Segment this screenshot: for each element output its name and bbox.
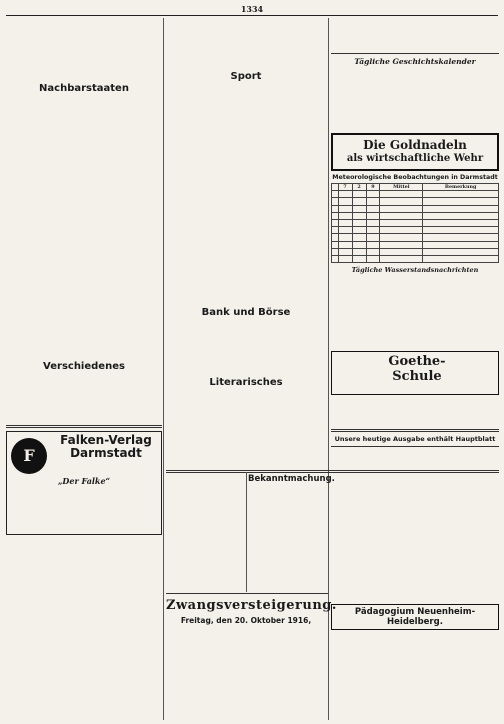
meteo-cell <box>338 248 352 255</box>
meteo-cell <box>423 241 499 248</box>
meteo-cell <box>332 255 339 262</box>
ad-goldnadeln-title: Die Goldnadeln <box>363 138 467 152</box>
meteo-cell <box>423 198 499 205</box>
meteo-cell <box>423 191 499 198</box>
meteo-cell <box>366 198 380 205</box>
meteo-cell <box>352 219 366 226</box>
heading-wasserstand: Tägliche Wasserstandsnachrichten <box>351 266 479 275</box>
heading-verschiedenes: Verschiedenes <box>43 361 125 372</box>
notice-bekanntmachung <box>248 472 335 592</box>
notice-bek-title: Bekanntmachung. <box>248 474 335 484</box>
meteo-cell <box>332 212 339 219</box>
ad-paedagogium <box>331 604 499 722</box>
meteo-cell <box>352 198 366 205</box>
ad-paedagogium-title: Pädagogium Neuenheim-Heidelberg. <box>354 607 476 627</box>
meteo-cell <box>380 219 423 226</box>
meteo-row <box>332 241 499 248</box>
meteo-cell <box>366 234 380 241</box>
column-rule-1 <box>163 18 164 720</box>
meteo-cell <box>332 234 339 241</box>
ad-goethe-schule <box>331 351 499 395</box>
meteo-cell <box>332 205 339 212</box>
meteo-row <box>332 198 499 205</box>
article-bank-boerse <box>166 320 326 374</box>
meteo-cell <box>366 255 380 262</box>
meteo-row <box>332 212 499 219</box>
ad-falken-title <box>53 434 159 460</box>
meteo-cell <box>380 241 423 248</box>
ad-falken-terms <box>6 538 162 708</box>
meteo-cell <box>338 255 352 262</box>
separator <box>331 53 499 54</box>
meteo-header-cell: Bemerkung <box>423 184 499 191</box>
meteo-header-cell: 7 <box>338 184 352 191</box>
ad-goethe-title: Goethe-Schule <box>388 354 446 385</box>
separator <box>331 429 499 432</box>
separator <box>331 446 499 447</box>
ad-falken-name: „Der Falke“ <box>57 476 111 486</box>
page-number: 1334 <box>240 4 264 14</box>
notices-vrule <box>246 472 247 592</box>
falcon-logo-icon: F <box>11 438 47 474</box>
ad-goldnadeln <box>331 133 499 171</box>
wasserstand-body <box>331 276 499 348</box>
zwang-title: Zwangsversteigerung. <box>166 598 337 613</box>
meteo-cell <box>332 241 339 248</box>
meteo-cell <box>352 191 366 198</box>
meteo-cell <box>338 227 352 234</box>
meteo-cell <box>380 255 423 262</box>
meteo-cell <box>352 212 366 219</box>
separator <box>6 425 162 428</box>
ad-goldnadeln-mid: als wirtschaftliche Wehr <box>346 153 484 164</box>
meteo-cell <box>338 198 352 205</box>
meteo-cell <box>332 248 339 255</box>
column-left <box>6 18 162 720</box>
meteo-cell <box>332 191 339 198</box>
gericht-body <box>331 450 499 536</box>
column-right <box>331 18 499 606</box>
notice-zwangsversteigerung <box>166 596 337 720</box>
article-local-news <box>6 18 162 80</box>
article-sport <box>166 84 326 304</box>
meteo-row <box>332 191 499 198</box>
meteo-cell <box>423 212 499 219</box>
notice-handelsregister <box>166 472 244 592</box>
meteo-cell <box>338 212 352 219</box>
meteo-cell <box>366 241 380 248</box>
heading-literarisches: Literarisches <box>209 377 283 388</box>
zwang-rule <box>166 593 328 594</box>
meteo-cell <box>332 198 339 205</box>
meteo-cell <box>366 219 380 226</box>
article-verschiedenes <box>6 374 162 422</box>
zwang-date: Freitag, den 20. Oktober 1916, <box>180 616 312 625</box>
meteo-cell <box>338 191 352 198</box>
unsere-ausgabe: Unsere heutige Ausgabe enthält Hauptblatt <box>334 435 496 444</box>
meteo-cell <box>352 255 366 262</box>
meteo-header-cell <box>332 184 339 191</box>
meteo-table <box>331 183 499 263</box>
meteo-cell <box>338 234 352 241</box>
meteo-header-cell: Mittel <box>380 184 423 191</box>
heading-sport: Sport <box>230 71 262 82</box>
meteo-cell <box>332 219 339 226</box>
meteo-title: Meteorologische Beobachtungen in Darmstadt <box>332 174 498 181</box>
meteo-cell <box>352 227 366 234</box>
top-rule <box>6 15 498 16</box>
meteo-cell <box>380 248 423 255</box>
meteo-cell <box>352 234 366 241</box>
ad-falken-body <box>10 478 158 484</box>
meteo-cell <box>380 234 423 241</box>
meteo-cell <box>423 234 499 241</box>
meteo-cell <box>366 191 380 198</box>
vermischtes-body <box>331 398 499 426</box>
meteo-cell <box>338 219 352 226</box>
meteo-row <box>332 227 499 234</box>
meteo-cell <box>423 255 499 262</box>
column-middle <box>166 18 326 470</box>
meteo-row <box>332 205 499 212</box>
ad-falken-title-line2: Darmstadt <box>70 446 142 460</box>
meteo-cell <box>366 205 380 212</box>
meteo-cell <box>423 205 499 212</box>
meteo-cell <box>332 227 339 234</box>
heading-bank-boerse: Bank und Börse <box>201 307 291 318</box>
ad-paedagogium-box <box>331 604 499 630</box>
meteo-cell <box>380 205 423 212</box>
meteo-header-cell: 9 <box>366 184 380 191</box>
meteo-row <box>332 219 499 226</box>
meteo-cell <box>380 198 423 205</box>
heading-nachbarstaaten: Nachbarstaaten <box>39 83 129 94</box>
meteo-cell <box>338 241 352 248</box>
ad-falken-verlag <box>6 431 162 535</box>
article-right-top <box>331 18 499 50</box>
meteo-cell <box>366 227 380 234</box>
meteo-cell <box>380 227 423 234</box>
meteo-row <box>332 234 499 241</box>
meteo-cell <box>380 212 423 219</box>
geschichtskalender-body <box>331 68 499 130</box>
meteo-cell <box>423 219 499 226</box>
meteo-row <box>332 255 499 262</box>
ad-falken-title-line1: Falken-Verlag <box>60 433 152 447</box>
meteo-cell <box>423 248 499 255</box>
meteo-cell <box>352 248 366 255</box>
meteo-cell <box>423 227 499 234</box>
meteo-cell <box>352 241 366 248</box>
heading-geschichtskalender: Tägliche Geschichtskalender <box>354 57 476 66</box>
meteo-cell <box>352 205 366 212</box>
article-nachbarstaaten <box>6 96 162 358</box>
meteo-cell <box>366 212 380 219</box>
article-top-middle <box>166 18 326 68</box>
meteo-header-cell: 2 <box>352 184 366 191</box>
meteo-row <box>332 248 499 255</box>
meteo-cell <box>380 191 423 198</box>
meteo-cell <box>366 248 380 255</box>
article-literarisches <box>166 390 326 470</box>
meteo-cell <box>338 205 352 212</box>
meteo-header-row <box>332 184 499 191</box>
